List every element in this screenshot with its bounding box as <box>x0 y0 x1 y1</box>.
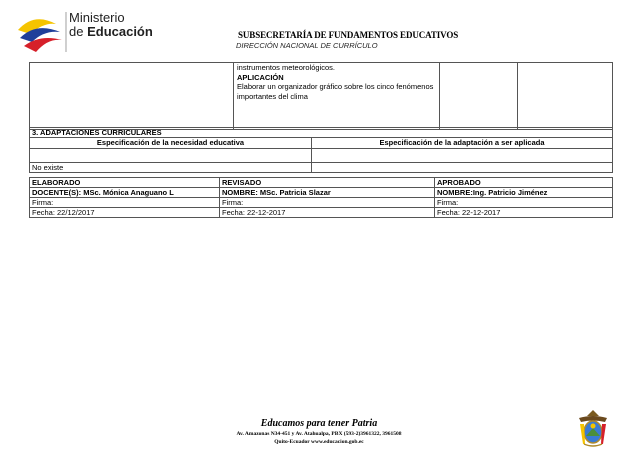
section-title: 3. ADAPTACIONES CURRICULARES <box>30 128 613 138</box>
table-cell <box>234 63 440 130</box>
name-cell: DOCENTE(S): MSc. Mónica Anaguano L <box>30 188 220 198</box>
column-header: Especificación de la adaptación a ser aplicada <box>312 138 613 149</box>
name-cell: NOMBRE:Ing. Patricio Jiménez <box>435 188 613 198</box>
adaptations-table <box>29 127 613 173</box>
fecha-cell: Fecha: 22-12-2017 <box>435 208 613 218</box>
footer-city-web: Quito-Ecuador www.educacion.gob.ec <box>274 439 364 445</box>
table-cell <box>312 163 613 173</box>
footer-address-line: Av. Amazonas N34-451 y Av. Atahualpa, PBX (593-2)3961322, 3961508 <box>236 431 402 437</box>
fecha-cell: Fecha: 22-12-2017 <box>220 208 435 218</box>
logo-line2-prefix: de <box>69 24 88 39</box>
column-header: Especificación de la necesidad educativa <box>30 138 312 149</box>
table-row <box>30 138 613 149</box>
plan-text: Elaborar un organizador gráfico sobre los cinco fenómenos importantes del clima <box>237 82 434 101</box>
plan-line: instrumentos meteorológicos. <box>237 63 335 72</box>
signatures-table <box>29 177 613 218</box>
plan-label: APLICACIÓN <box>237 72 284 82</box>
table-row <box>30 163 613 173</box>
table-row <box>30 188 613 198</box>
table-row <box>30 208 613 218</box>
column-header: ELABORADO <box>30 178 220 188</box>
logo-text <box>69 11 153 39</box>
footer-address <box>0 430 638 446</box>
adaptation-value: No existe <box>30 163 312 173</box>
logo-line1: Ministerio <box>69 10 125 25</box>
name-cell: NOMBRE: MSc. Patricia Slazar <box>220 188 435 198</box>
column-header: APROBADO <box>435 178 613 188</box>
firma-cell: Firma: <box>220 198 435 208</box>
footer-motto: Educamos para tener Patria <box>260 418 378 429</box>
table-cell <box>518 63 613 130</box>
ecuador-coat-of-arms-icon <box>575 408 611 448</box>
plan-table <box>29 62 613 130</box>
table-row <box>30 149 613 163</box>
logo-line2-bold: Educación <box>87 24 153 39</box>
firma-cell: Firma: <box>435 198 613 208</box>
table-cell <box>312 149 613 163</box>
page-title: SUBSECRETARÍA DE FUNDAMENTOS EDUCATIVOS <box>238 30 459 40</box>
page-subtitle: DIRECCIÓN NACIONAL DE CURRÍCULO <box>236 41 378 50</box>
table-cell <box>440 63 518 130</box>
table-row <box>30 63 613 130</box>
fecha-cell: Fecha: 22/12/2017 <box>30 208 220 218</box>
table-row <box>30 178 613 188</box>
table-row <box>30 128 613 138</box>
table-cell <box>30 149 312 163</box>
table-cell <box>30 63 234 130</box>
column-header: REVISADO <box>220 178 435 188</box>
table-row <box>30 198 613 208</box>
firma-cell: Firma: <box>30 198 220 208</box>
